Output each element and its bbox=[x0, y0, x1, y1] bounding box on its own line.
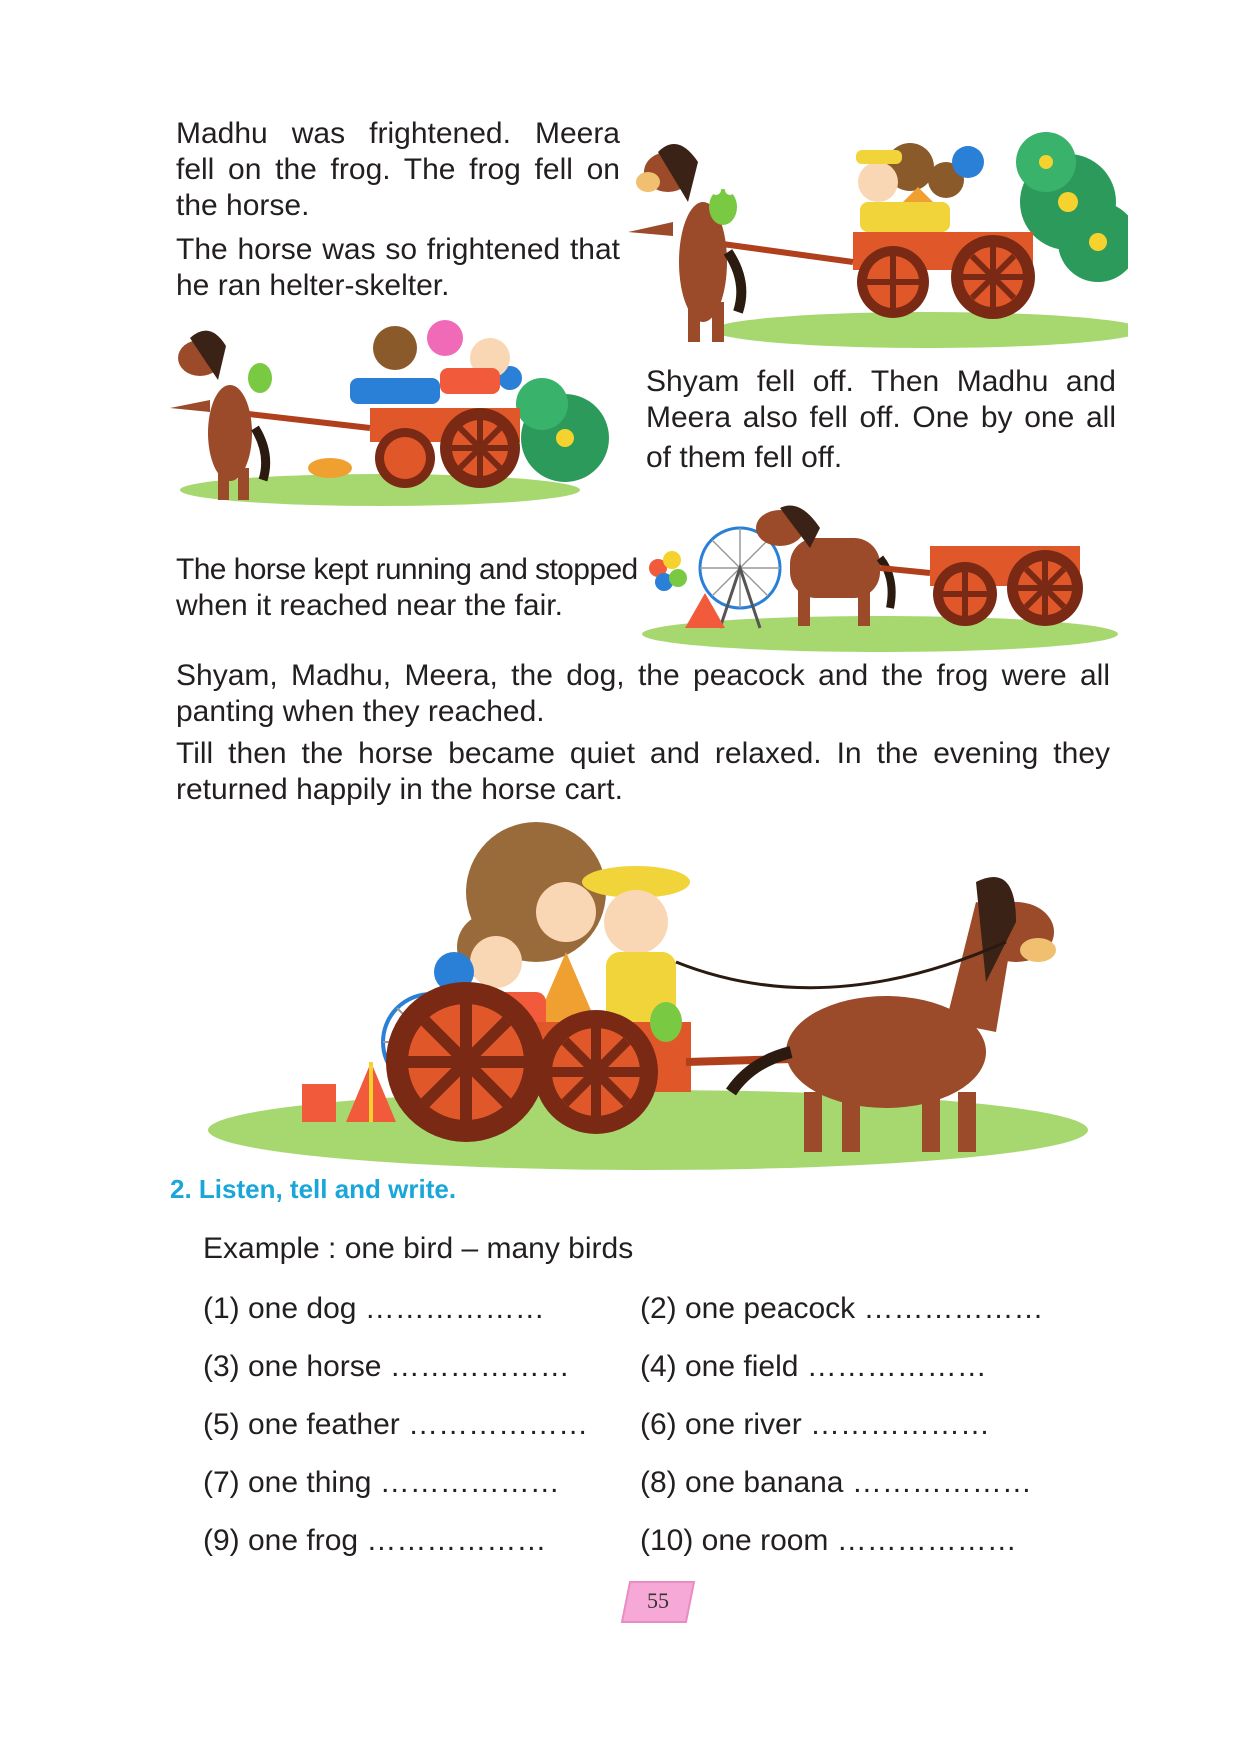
horse bbox=[628, 144, 741, 342]
exercise-item-7: (7) one thing ……………… bbox=[203, 1466, 560, 1499]
exercise-item-2: (2) one peacock ……………… bbox=[640, 1292, 1044, 1325]
paragraph-3 bbox=[646, 364, 1116, 476]
p3-line-3: of them fell off. bbox=[646, 441, 843, 474]
fair bbox=[649, 528, 780, 628]
page-number-tab bbox=[620, 1580, 696, 1624]
paragraph-1 bbox=[176, 116, 620, 224]
illustration-children-falling bbox=[170, 318, 622, 514]
exercise-item-9: (9) one frog ……………… bbox=[203, 1524, 547, 1557]
illustration-returning-happily bbox=[206, 822, 1090, 1170]
exercise-item-4: (4) one field ……………… bbox=[640, 1350, 987, 1383]
frog bbox=[709, 185, 737, 225]
p2-line-1: The horse was so frightened that bbox=[176, 233, 620, 266]
exercise-item-1: (1) one dog ……………… bbox=[203, 1292, 545, 1325]
p4-line-2: when it reached near the fair. bbox=[176, 589, 563, 622]
p2-line-2: he ran helter-skelter. bbox=[176, 269, 450, 302]
illustration-horse-at-fair bbox=[640, 498, 1120, 654]
grass-patch bbox=[713, 312, 1128, 348]
example-line: Example : one bird – many birds bbox=[203, 1232, 634, 1265]
exercise-item-3: (3) one horse ……………… bbox=[203, 1350, 570, 1383]
paragraph-5 bbox=[176, 658, 1110, 730]
p6-line-2: returned happily in the horse cart. bbox=[176, 773, 623, 806]
exercise-item-10: (10) one room ……………… bbox=[640, 1524, 1017, 1557]
horse bbox=[756, 506, 892, 627]
p5-line-1: Shyam, Madhu, Meera, the dog, the peacock and the frog were all bbox=[176, 659, 1110, 692]
p4-line-1: The horse kept running and stopped bbox=[176, 553, 638, 586]
children-tumbling bbox=[350, 320, 510, 404]
paragraph-6 bbox=[176, 736, 1110, 808]
page-number: 55 bbox=[647, 1588, 669, 1613]
empty-cart bbox=[880, 546, 1083, 626]
p3-line-1: Shyam fell off. Then Madhu and bbox=[646, 365, 1116, 398]
exercise-item-6: (6) one river ……………… bbox=[640, 1408, 991, 1441]
p1-line-3: the horse. bbox=[176, 189, 310, 222]
p1-line-2: fell on the frog. The frog fell on bbox=[176, 153, 620, 186]
children-in-cart bbox=[856, 143, 984, 232]
cart bbox=[708, 232, 1035, 319]
p3-line-2: Meera also fell off. One by one all bbox=[646, 401, 1116, 434]
p5-line-2: panting when they reached. bbox=[176, 695, 545, 728]
paragraph-4 bbox=[176, 552, 646, 624]
p1-line-1: Madhu was frightened. Meera bbox=[176, 117, 620, 150]
exercise-item-8: (8) one banana ……………… bbox=[640, 1466, 1032, 1499]
frog bbox=[650, 1002, 682, 1042]
p6-line-1: Till then the horse became quiet and relaxed. In the evening they bbox=[176, 737, 1110, 770]
exercise-heading: 2. Listen, tell and write. bbox=[170, 1174, 457, 1204]
dog bbox=[308, 458, 352, 478]
paragraph-2 bbox=[176, 232, 620, 304]
illustration-horse-rearing-cart bbox=[628, 112, 1128, 348]
exercise-item-5: (5) one feather ……………… bbox=[203, 1408, 589, 1441]
frog bbox=[248, 363, 272, 393]
